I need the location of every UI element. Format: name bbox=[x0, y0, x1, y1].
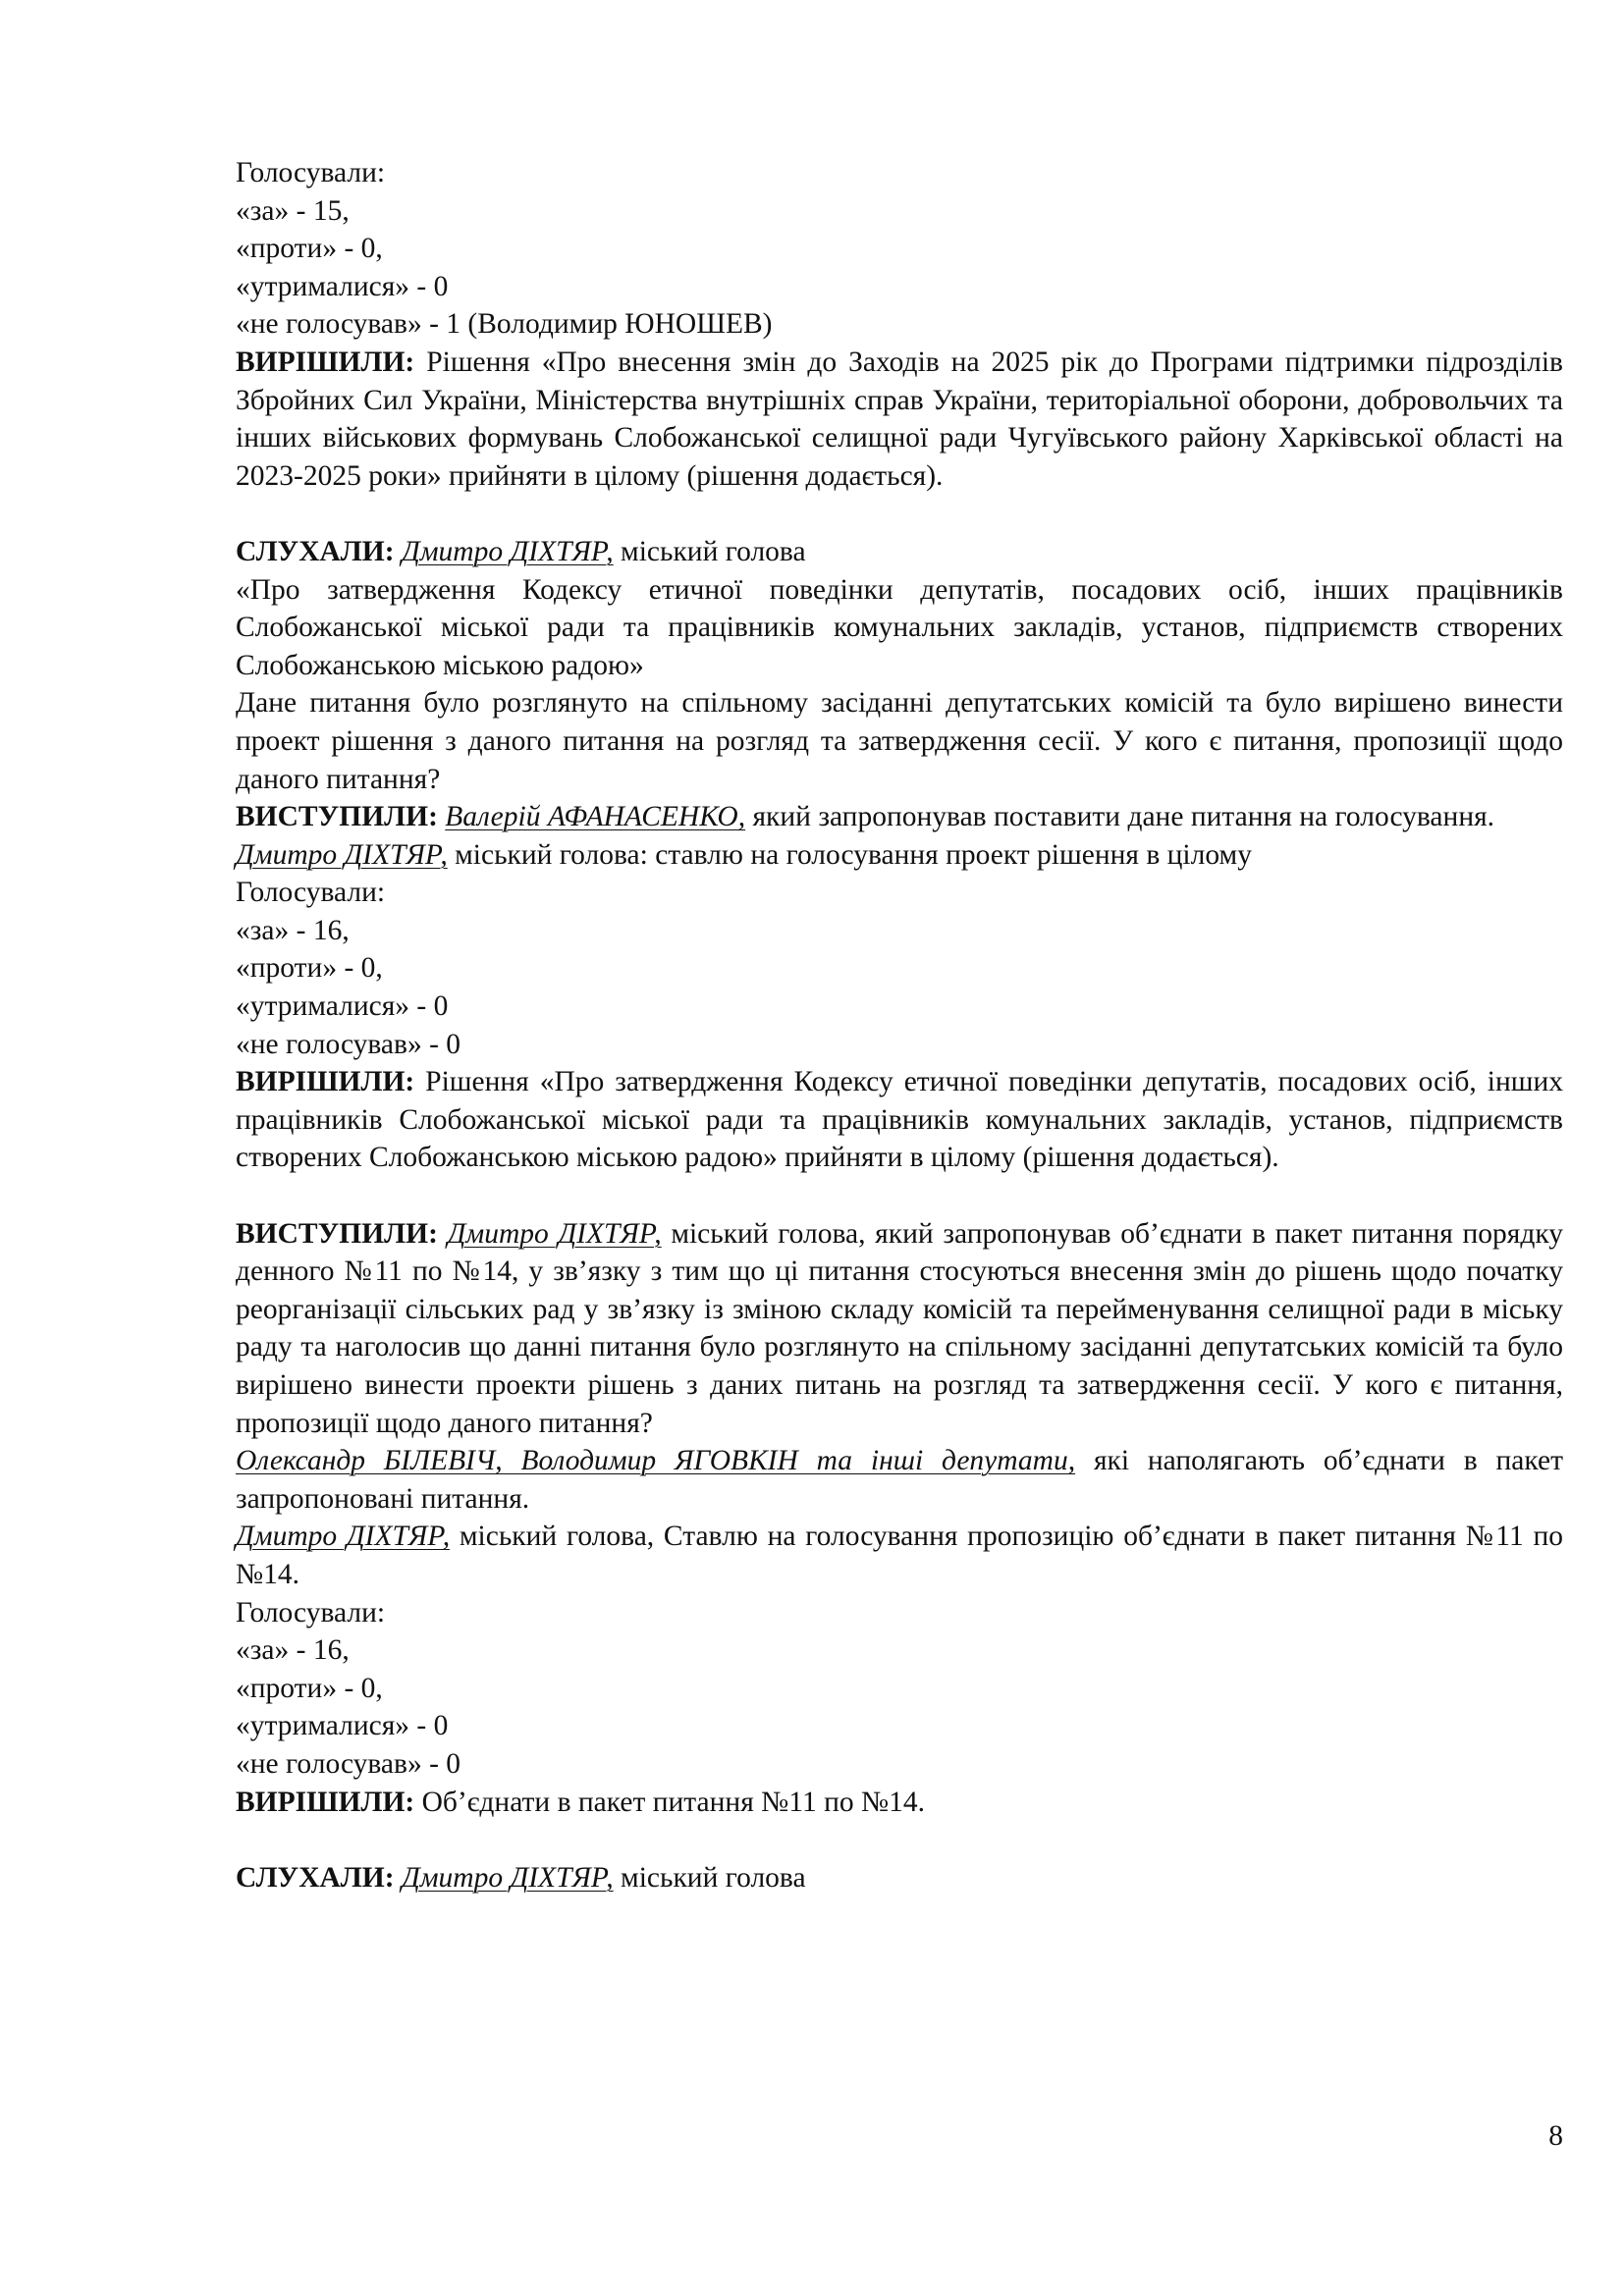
heard-label: СЛУХАЛИ: bbox=[236, 1861, 395, 1894]
heard-line bbox=[236, 533, 1563, 571]
decision-paragraph bbox=[236, 1063, 1563, 1177]
vote-abstained: «утрималися» - 0 bbox=[236, 270, 449, 302]
vote-against: «проти» - 0, bbox=[236, 233, 383, 265]
spoke-label: ВИСТУПИЛИ: bbox=[236, 1217, 438, 1250]
voted-label: Голосували: bbox=[236, 1596, 386, 1629]
vote-against: «проти» - 0, bbox=[236, 952, 383, 985]
topic-paragraph: «Про затвердження Кодексу етичної поведінки депутатів, посадових осіб, інших працівників Слобожанської міської ради та працівників комунальних закладів, установ, підприємств створених Слобожанською міською радою» bbox=[236, 573, 1563, 681]
decided-text: Рішення «Про внесення змін до Заходів на 2025 рік до Програми підтримки підрозділів Збройних Сил України, Міністерства внутрішніх справ України, територіальної оборони, добровольчих та інших військових формувань Слобожанської селищної ради Чугуївського району Харківської області на 2023-2025 роки» прийняти в цілому (рішення додається). bbox=[236, 346, 1563, 492]
voted-label: Голосували: bbox=[236, 877, 386, 909]
chair-line bbox=[236, 836, 1563, 875]
vote-not-voted: «не голосував» - 1 (Володимир ЮНОШЕВ) bbox=[236, 308, 773, 341]
vote-abstained: «утрималися» - 0 bbox=[236, 1710, 449, 1742]
paragraph-gap bbox=[236, 1177, 1563, 1215]
decided-label: ВИРІШИЛИ: bbox=[236, 1066, 415, 1098]
vote-for: «за» - 16, bbox=[236, 914, 350, 946]
decided-text: Рішення «Про затвердження Кодексу етичної поведінки депутатів, посадових осіб, інших працівників Слобожанської міської ради та працівників комунальних закладів, установ, підприємств створених Слобожанською міською радою» прийняти в цілому (рішення додається). bbox=[236, 1066, 1563, 1174]
vote-not-voted: «не голосував» - 0 bbox=[236, 1028, 461, 1060]
heard-label: СЛУХАЛИ: bbox=[236, 535, 395, 567]
speaker-role: міський голова bbox=[613, 1861, 806, 1894]
chair-text: міський голова, Ставлю на голосування пропозицію об’єднати в пакет питання №11 по №14. bbox=[236, 1521, 1563, 1590]
speaker-name: Дмитро ДІХТЯР, bbox=[447, 1217, 662, 1250]
decided-label: ВИРІШИЛИ: bbox=[236, 346, 415, 378]
vote-abstained: «утрималися» - 0 bbox=[236, 990, 449, 1023]
speaker-name: Дмитро ДІХТЯР, bbox=[401, 1861, 614, 1894]
discussion-paragraph: Дане питання було розглянуто на спільному засіданні депутатських комісій та було вирішено винести проект рішення з даного питання на розгляд та затвердження сесії. У кого є питання, пропозиції щодо даного питання? bbox=[236, 687, 1563, 795]
deputies-text: які наполягають об’єднати в пакет запропоновані питання. bbox=[236, 1445, 1563, 1515]
decision-paragraph bbox=[236, 1784, 1563, 1822]
voted-label: Голосували: bbox=[236, 157, 386, 188]
speaker-name: Дмитро ДІХТЯР, bbox=[236, 838, 448, 871]
vote-not-voted: «не голосував» - 0 bbox=[236, 1747, 461, 1780]
page-number: 8 bbox=[1548, 2120, 1563, 2152]
vote-for: «за» - 15, bbox=[236, 194, 350, 227]
paragraph-gap bbox=[236, 1821, 1563, 1859]
speaker-name: Валерій АФАНАСЕНКО, bbox=[445, 801, 746, 833]
speaker-name: Дмитро ДІХТЯР, bbox=[401, 535, 614, 567]
chair-text: міський голова: ставлю на голосування проект рішення в цілому bbox=[447, 838, 1252, 871]
spoke-text: який запропонував поставити дане питання на голосування. bbox=[745, 801, 1495, 833]
decided-label: ВИРІШИЛИ: bbox=[236, 1786, 415, 1818]
deputies-names: Олександр БІЛЕВІЧ, Володимир ЯГОВКІН та інші депутати, bbox=[236, 1445, 1076, 1477]
spoke-paragraph bbox=[236, 798, 1563, 836]
spoke-paragraph bbox=[236, 1215, 1563, 1443]
speaker-name: Дмитро ДІХТЯР, bbox=[236, 1521, 451, 1553]
decision-paragraph bbox=[236, 344, 1563, 495]
heard-line bbox=[236, 1859, 1563, 1897]
paragraph-gap bbox=[236, 495, 1563, 533]
chair-paragraph bbox=[236, 1518, 1563, 1593]
speaker-role: міський голова bbox=[613, 535, 806, 567]
spoke-label: ВИСТУПИЛИ: bbox=[236, 801, 438, 833]
vote-against: «проти» - 0, bbox=[236, 1672, 383, 1704]
deputies-paragraph bbox=[236, 1442, 1563, 1518]
decided-text: Об’єднати в пакет питання №11 по №14. bbox=[414, 1786, 926, 1818]
spoke-text: міський голова, який запропонував об’єднати в пакет питання порядку денного №11 по №14, у зв’язку з тим що ці питання стосуються внесення змін до рішень щодо початку реорганізації сільських рад у зв’язку із зміною складу комісій та перейменування селищної ради в міську раду та наголосив що данні питання було розглянуто на спільному засіданні депутатських комісій та було вирішено винести проекти рішень з даних питань на розгляд та затвердження сесії. У кого є питання, пропозиції щодо даного питання? bbox=[236, 1217, 1564, 1439]
document-page bbox=[236, 154, 1563, 1896]
vote-for: «за» - 16, bbox=[236, 1634, 350, 1667]
